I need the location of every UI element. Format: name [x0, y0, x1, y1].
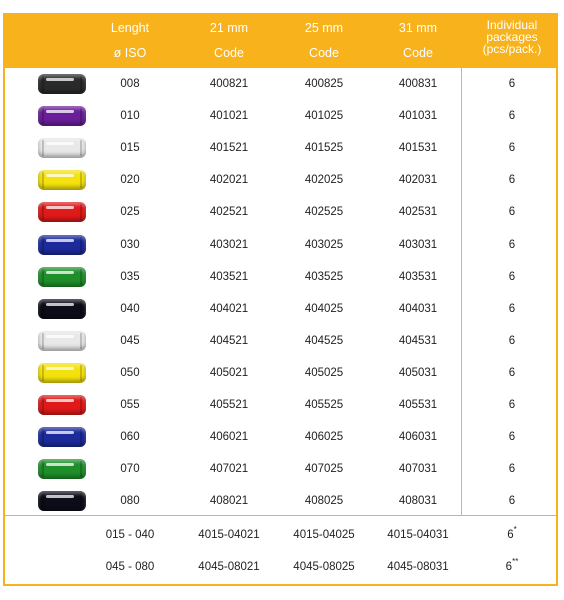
col-21mm-label: 21 mm: [209, 21, 249, 35]
section-divider: [5, 515, 556, 516]
iso-size: 045: [120, 334, 140, 347]
code-31mm: 4045-08031: [387, 561, 449, 573]
iso-size: 060: [120, 431, 140, 444]
code-31mm: 402531: [398, 206, 438, 219]
packages-label: Individual packages (pcs/pack.): [482, 18, 542, 56]
code-25mm: 4045-08025: [293, 561, 355, 573]
package-count: 6: [508, 366, 516, 379]
code-25mm: 4015-04025: [293, 529, 355, 541]
table-row: [5, 389, 556, 421]
iso-size: 050: [120, 366, 140, 379]
code-21mm: 403021: [209, 238, 249, 251]
code-label-21: Code: [214, 46, 244, 60]
stopper-image: [38, 74, 86, 94]
assortment-row: [5, 551, 556, 583]
table-row: [5, 325, 556, 357]
iso-size: 020: [120, 174, 140, 187]
code-21mm: 402021: [209, 174, 249, 187]
code-21mm: 404521: [209, 334, 249, 347]
code-25mm: 403525: [304, 270, 344, 283]
iso-size: 070: [120, 463, 140, 476]
iso-size: 035: [120, 270, 140, 283]
code-31mm: 400831: [398, 78, 438, 90]
code-31mm: 406031: [398, 431, 438, 444]
column-divider: [461, 68, 462, 515]
package-count: 6: [508, 399, 516, 411]
code-21mm: 4015-04021: [198, 529, 260, 541]
code-25mm: 402525: [304, 206, 344, 219]
code-25mm: 405025: [304, 366, 344, 379]
code-25mm: 401525: [304, 142, 344, 155]
table-row: [5, 68, 556, 100]
code-31mm: 4015-04031: [387, 529, 449, 541]
code-25mm: 406025: [304, 431, 344, 444]
col-25mm-label: 25 mm: [304, 21, 344, 35]
assortment-range: 045 - 080: [105, 561, 155, 573]
table-row: [5, 100, 556, 132]
assortment-row: [5, 519, 556, 551]
stopper-image: [38, 363, 86, 383]
stopper-image: [38, 427, 86, 447]
table-row: [5, 485, 556, 517]
stopper-image: [38, 299, 86, 319]
product-table: [3, 13, 558, 586]
iso-size: 008: [120, 78, 140, 90]
package-count-value: 6: [505, 561, 513, 573]
code-25mm: 404025: [304, 302, 344, 315]
stopper-image: [38, 331, 86, 351]
table-header: [5, 15, 556, 68]
package-count: 6: [508, 431, 516, 444]
code-21mm: 403521: [209, 270, 249, 283]
code-31mm: 403531: [398, 270, 438, 283]
code-21mm: 408021: [209, 495, 249, 508]
code-31mm: 401531: [398, 142, 438, 155]
iso-size: 015: [120, 142, 140, 155]
package-count: 6: [508, 270, 516, 283]
code-21mm: 401521: [209, 142, 249, 155]
package-count: 6: [508, 238, 516, 251]
code-25mm: 407025: [304, 463, 344, 476]
iso-size: 025: [120, 206, 140, 219]
table-row: [5, 261, 556, 293]
code-31mm: 407031: [398, 463, 438, 476]
code-25mm: 408025: [304, 495, 344, 508]
code-label-25: Code: [309, 46, 339, 60]
iso-size: 040: [120, 302, 140, 315]
package-count: 6: [508, 206, 516, 219]
code-21mm: 400821: [209, 78, 249, 90]
stopper-image: [38, 202, 86, 222]
code-21mm: 404021: [209, 302, 249, 315]
code-25mm: 405525: [304, 399, 344, 411]
table-row: [5, 164, 556, 196]
package-count: 6: [508, 142, 516, 155]
stopper-image: [38, 235, 86, 255]
table-row: [5, 196, 556, 228]
code-31mm: 403031: [398, 238, 438, 251]
package-count-value: 6: [507, 529, 514, 541]
code-31mm: 404031: [398, 302, 438, 315]
length-label: Lenght: [110, 21, 150, 35]
code-25mm: 402025: [304, 174, 344, 187]
package-count: 6: [508, 110, 516, 123]
col-31mm-label: 31 mm: [398, 21, 438, 35]
iso-size: 010: [120, 110, 140, 123]
package-count: [467, 551, 557, 583]
stopper-image: [38, 106, 86, 126]
code-31mm: 402031: [398, 174, 438, 187]
code-25mm: 403025: [304, 238, 344, 251]
stopper-image: [38, 459, 86, 479]
package-count: [467, 519, 557, 551]
code-31mm: 405031: [398, 366, 438, 379]
package-count: 6: [508, 463, 516, 476]
stopper-image: [38, 491, 86, 511]
code-label-31: Code: [403, 46, 433, 60]
code-21mm: 4045-08021: [198, 561, 260, 573]
stopper-image: [38, 138, 86, 158]
iso-size: 055: [120, 399, 140, 411]
table-row: [5, 357, 556, 389]
footnote-mark: *: [513, 525, 517, 534]
table-row: [5, 453, 556, 485]
package-count: 6: [508, 78, 516, 90]
code-31mm: 405531: [398, 399, 438, 411]
package-count: 6: [508, 302, 516, 315]
code-21mm: 405021: [209, 366, 249, 379]
iso-size: 030: [120, 238, 140, 251]
package-count: 6: [508, 495, 516, 508]
assortment-range: 015 - 040: [105, 529, 155, 541]
code-25mm: 400825: [304, 78, 344, 90]
code-21mm: 405521: [209, 399, 249, 411]
code-31mm: 401031: [398, 110, 438, 123]
table-row: [5, 421, 556, 453]
stopper-image: [38, 170, 86, 190]
iso-label: ø ISO: [113, 46, 147, 60]
footnote-mark: **: [512, 557, 519, 566]
code-21mm: 406021: [209, 431, 249, 444]
code-21mm: 402521: [209, 206, 249, 219]
package-count: 6: [508, 334, 516, 347]
table-row: [5, 132, 556, 164]
stopper-image: [38, 267, 86, 287]
package-count: 6: [508, 174, 516, 187]
table-row: [5, 293, 556, 325]
iso-size: 080: [120, 495, 140, 508]
code-31mm: 404531: [398, 334, 438, 347]
code-21mm: 401021: [209, 110, 249, 123]
code-21mm: 407021: [209, 463, 249, 476]
table-row: [5, 229, 556, 261]
code-31mm: 408031: [398, 495, 438, 508]
stopper-image: [38, 395, 86, 415]
code-25mm: 401025: [304, 110, 344, 123]
code-25mm: 404525: [304, 334, 344, 347]
